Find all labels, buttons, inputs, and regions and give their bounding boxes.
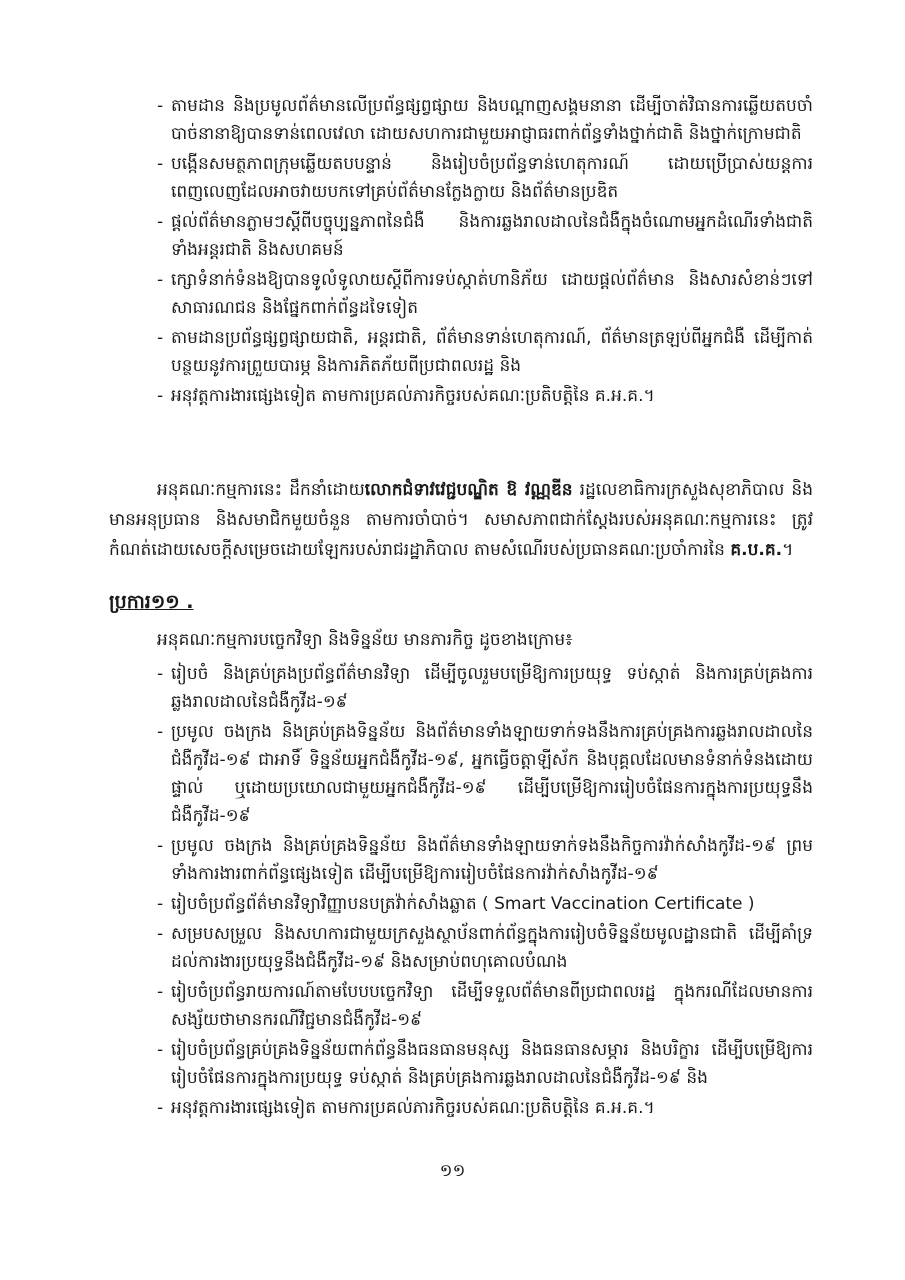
- article-bullet-3: - ប្រមូល ចងក្រង និងគ្រប់គ្រងទិន្នន័យ និងព័ត៌មានទាំងឡាយទាក់ទងនឹងកិច្ចការវ៉ាក់សាំងកូវីដ-១៩ ព្រមទាំងការងារពាក់ព័ន្ធផ្សេងទៀត ដើម្បីបម្រើឱ្យការរៀបចំផែនការវ៉ាក់សាំងកូវីដ-១៩: [157, 832, 813, 888]
- committee-org: គ.ប.គ.: [730, 540, 783, 560]
- article-heading: ប្រការ១១ .: [109, 591, 194, 613]
- committee-paragraph: [109, 475, 813, 565]
- article-bullet-5: - សម្របសម្រួល និងសហការជាមួយក្រសួងស្ថាប័នពាក់ព័ន្ធក្នុងការរៀបចំទិន្នន័យមូលដ្ឋានជាតិ ដើម្បីគាំទ្រដល់ការងារប្រយុទ្ធនឹងជំងឺកូវីដ-១៩ និងសម្រាប់ពហុគោលបំណង: [157, 920, 813, 976]
- committee-text-2: រដ្ឋលេខាធិការក្រសួងសុខាភិបាល និងមានអនុប្រធាន និងសមាជិកមួយចំនួន តាមការចាំបាច់។ សមាសភាពជាក់ស្ដែងរបស់អនុគណៈកម្មការនេះ ត្រូវកំណត់ដោយសេចក្ដីសម្រេចដោយឡែករបស់រាជរដ្ឋាភិបាល តាមសំណើរបស់ប្រធានគណៈប្រចាំការនៃ: [109, 480, 813, 560]
- article-bullets: [157, 660, 813, 1122]
- section-a-bullet-2: - បង្កើនសមត្ថភាពក្រុមឆ្លើយតបបន្ទាន់ និងរៀបចំប្រព័ន្ធទាន់ហេតុការណ៍ ដោយប្រើប្រាស់យន្តការពេញលេញដែលអាចវាយបកទៅគ្រប់ព័ត៌មានក្លែងក្លាយ និងព័ត៌មានប្រឌិត: [157, 150, 813, 206]
- article-bullet-1: - រៀបចំ និងគ្រប់គ្រងប្រព័ន្ធព័ត៌មានវិទ្យា ដើម្បីចូលរួមបម្រើឱ្យការប្រយុទ្ធ ទប់ស្កាត់ និងការគ្រប់គ្រងការឆ្លងរាលដាលនៃជំងឺកូវីដ-១៩: [157, 660, 813, 716]
- page-number: ១១: [439, 1161, 466, 1181]
- committee-leader: លោកជំទាវវេជ្ជបណ្ឌិត ឱ វណ្ណឌីន: [364, 480, 573, 500]
- article-bullet-2: - ប្រមូល ចងក្រង និងគ្រប់គ្រងទិន្នន័យ និងព័ត៌មានទាំងឡាយទាក់ទងនឹងការគ្រប់គ្រងការឆ្លងរាលដាលនៃជំងឺកូវីដ-១៩ ជាអាទិ៍ ទិន្នន័យអ្នកជំងឺកូវីដ-១៩, អ្នកធ្វើចត្តាឡីស័ក និងបុគ្គលដែលមានទំនាក់ទំនងដោយផ្ទាល់ ឬដោយប្រយោលជាមួយអ្នកជំងឺកូវីដ-១៩ ដើម្បីបម្រើឱ្យការរៀបចំផែនការក្នុងការប្រយុទ្ធនឹងជំងឺកូវីដ-១៩: [157, 718, 813, 830]
- article-bullet-4: - រៀបចំប្រព័ន្ធព័ត៌មានវិទ្យាវិញ្ញាបនបត្រវ៉ាក់សាំងឆ្លាត ( Smart Vaccination Certificate ): [157, 890, 813, 918]
- section-a-bullet-6: - អនុវត្តការងារផ្សេងទៀត តាមការប្រគល់ភារកិច្ចរបស់គណៈប្រតិបត្តិនៃ គ.អ.គ.។: [157, 382, 813, 410]
- committee-text-1: អនុគណៈកម្មការនេះ ដឹកនាំដោយ: [157, 480, 365, 500]
- section-a-bullet-5: - តាមដានប្រព័ន្ធផ្សព្វផ្សាយជាតិ, អន្តរជាតិ, ព័ត៌មានទាន់ហេតុការណ៍, ព័ត៌មានត្រឡប់ពីអ្នកជំងឺ ដើម្បីកាត់បន្ថយនូវការព្រួយបារម្ភ និងការភិតភ័យពីប្រជាពលរដ្ឋ និង: [157, 324, 813, 380]
- article-intro: អនុគណៈកម្មការបច្ចេកវិទ្យា និងទិន្នន័យ មានភារកិច្ច ដូចខាងក្រោម៖: [157, 630, 573, 650]
- article-bullet-6: - រៀបចំប្រព័ន្ធរាយការណ៍តាមបែបបច្ចេកវិទ្យា ដើម្បីទទួលព័ត៌មានពីប្រជាពលរដ្ឋ ក្នុងករណីដែលមានការសង្ស័យថាមានករណីវិជ្ជមានជំងឺកូវីដ-១៩: [157, 978, 813, 1034]
- article-bullet-7: - រៀបចំប្រព័ន្ធគ្រប់គ្រងទិន្នន័យពាក់ព័ន្ធនឹងធនធានមនុស្ស និងធនធានសម្ភារ និងបរិក្ខារ ដើម្បីបម្រើឱ្យការរៀបចំផែនការក្នុងការប្រយុទ្ធ ទប់ស្កាត់ និងគ្រប់គ្រងការឆ្លងរាលដាលនៃជំងឺកូវីដ-១៩ និង: [157, 1036, 813, 1092]
- section-a-bullet-1: - តាមដាន និងប្រមូលព័ត៌មានលើប្រព័ន្ធផ្សព្វផ្សាយ និងបណ្ដាញសង្គមនានា ដើម្បីចាត់វិធានការឆ្លើយតបចាំបាច់នានាឱ្យបានទាន់ពេលវេលា ដោយសហការជាមួយអាជ្ញាធរពាក់ព័ន្ធទាំងថ្នាក់ជាតិ និងថ្នាក់ក្រោមជាតិ: [157, 92, 813, 148]
- article-bullet-8: - អនុវត្តការងារផ្សេងទៀត តាមការប្រគល់ភារកិច្ចរបស់គណៈប្រតិបត្តិនៃ គ.អ.គ.។: [157, 1094, 813, 1122]
- committee-end: ។: [782, 540, 794, 560]
- section-a-bullet-4: - ក្សោទំនាក់ទំនងឱ្យបានទូលំទូលាយស្ដីពីការទប់ស្កាត់ហានិភ័យ ដោយផ្ដល់ព័ត៌មាន និងសារសំខាន់ៗទៅសាធារណជន និងផ្នែកពាក់ព័ន្ធដទៃទៀត: [157, 266, 813, 322]
- section-a-bullets: [157, 92, 813, 410]
- section-a-bullet-3: - ផ្ដល់ព័ត៌មានភ្លាមៗស្ដីពីបច្ចុប្បន្នភាពនៃជំងឺ និងការឆ្លងរាលដាលនៃជំងឺក្នុងចំណោមអ្នកដំណើរទាំងជាតិ ទាំងអន្តរជាតិ និងសហគមន៍: [157, 208, 813, 264]
